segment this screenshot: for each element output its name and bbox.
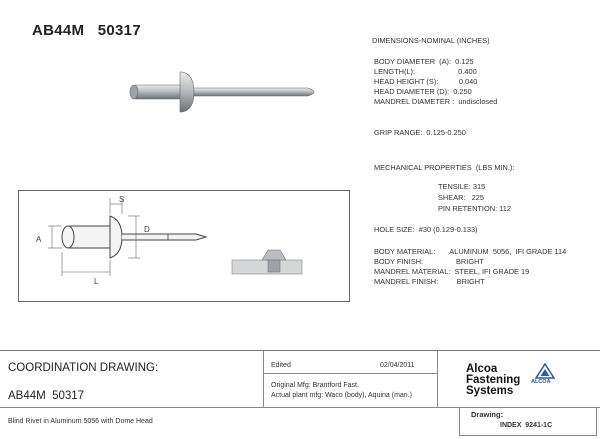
mfg-line: Original Mfg: Brantford Fast.: [271, 382, 359, 389]
grip-range: GRIP RANGE: 0.125-0.250: [374, 128, 466, 137]
mechanical-row: PIN RETENTION: 112: [438, 204, 511, 213]
edited-date: 02/04/2011: [380, 362, 415, 369]
label-s: S: [119, 195, 125, 204]
company-name-line: Fastening: [466, 374, 521, 386]
label-l: L: [94, 277, 99, 286]
part-number-title: AB44M 50317: [32, 22, 141, 39]
material-row: MANDREL FINISH: BRIGHT: [374, 277, 485, 286]
mechanical-row: TENSILE: 315: [438, 182, 486, 191]
material-row: BODY FINISH: BRIGHT: [374, 257, 484, 266]
dimensions-title: DIMENSIONS-NOMINAL (INCHES): [372, 36, 490, 45]
edited-label: Edited: [271, 362, 291, 369]
label-a: A: [36, 235, 42, 244]
mfg-line: Actual plant mfg: Waco (body), Aquina (man.): [271, 392, 412, 399]
mechanical-title: MECHANICAL PROPERTIES (LBS MIN.):: [374, 163, 515, 172]
mechanical-row: SHEAR: 225: [438, 193, 485, 202]
drawing-label: Drawing:: [471, 410, 504, 419]
technical-drawing: [18, 190, 348, 300]
drawing-index: INDEX 9241-1C: [500, 422, 553, 429]
divider: [263, 351, 264, 407]
alcoa-logo-text: ALCOA: [531, 379, 551, 385]
dimension-row: HEAD DIAMETER (D): 0.250: [374, 87, 472, 96]
dimension-row: MANDREL DIAMETER : undisclosed: [374, 97, 498, 106]
company-name-line: Systems: [466, 385, 514, 397]
dimension-row: BODY DIAMETER (A): 0.125: [374, 57, 474, 66]
divider: [263, 373, 437, 374]
dimension-row: HEAD HEIGHT (S): 0.040: [374, 77, 478, 86]
dimension-row: LENGTH(L): 0.400: [374, 67, 477, 76]
hole-size: HOLE SIZE: #30 (0.129-0.133): [374, 225, 478, 234]
description: Blind Rivet in Aluminum 5056 with Dome Head: [8, 418, 153, 425]
coordination-label: COORDINATION DRAWING:: [8, 362, 159, 374]
alcoa-logo-icon: [535, 363, 555, 379]
company-name-line: Alcoa: [466, 363, 498, 375]
label-d: D: [144, 225, 150, 234]
rivet-photo: [120, 68, 330, 116]
material-row: BODY MATERIAL: ALUMINUM 5056, IFI GRADE 114: [374, 247, 567, 256]
title-part-number: AB44M 50317: [8, 390, 85, 402]
material-row: MANDREL MATERIAL: STEEL, IFI GRADE 19: [374, 267, 530, 276]
divider: [437, 351, 438, 407]
